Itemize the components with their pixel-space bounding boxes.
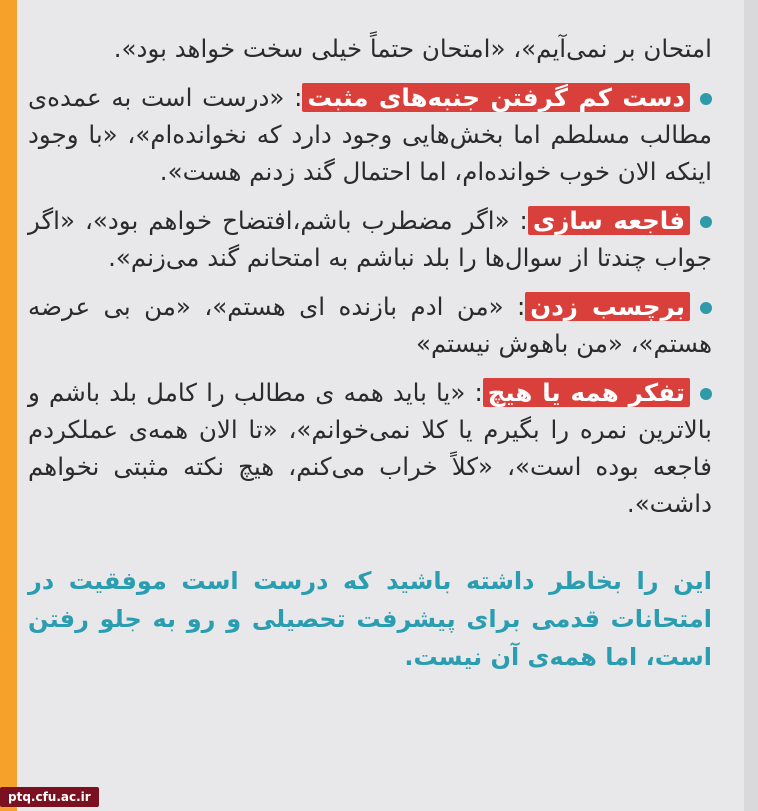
bullet-icon	[700, 216, 712, 228]
site-watermark: ptq.cfu.ac.ir	[0, 787, 99, 807]
intro-paragraph: امتحان بر نمی‌آیم»، «امتحان حتماً خیلی سخت خواهد بود».	[113, 34, 712, 63]
list-item	[28, 79, 712, 190]
highlight-label: برچسب زدن	[525, 292, 690, 321]
highlight-label: تفکر همه یا هیچ	[483, 378, 690, 407]
closing-paragraph: این را بخاطر داشته باشید که درست است موفقیت در امتحانات قدمی برای پیشرفت تحصیلی و رو به جلو رفتن است، اما همه‌ی آن نیست.	[28, 567, 712, 671]
bullet-icon	[700, 93, 712, 105]
slide-content	[28, 30, 712, 688]
item-text: : «اگر مضطرب باشم،افتضاح خواهم بود»، «اگر جواب چندتا از سوال‌ها را بلد نباشم به امتحانم گند می‌زنم».	[28, 206, 712, 272]
left-accent-bar	[0, 0, 17, 811]
highlight-label: فاجعه سازی	[528, 206, 690, 235]
item-text: : «درست است به عمده‌ی مطالب مسلطم اما بخش‌هایی وجود دارد که نخوانده‌ام»، «با وجود اینکه الان خوب خوانده‌ام، اما احتمال گند زدنم هست».	[28, 83, 712, 186]
right-edge-shade	[744, 0, 758, 811]
list-item	[28, 202, 712, 276]
list-item	[28, 288, 712, 362]
list-item	[28, 374, 712, 522]
item-text: : «یا باید همه ی مطالب را کامل بلد باشم و بالاترین نمره را بگیرم یا کلا نمی‌خوانم»، «تا الان همه‌ی عملکردم فاجعه بوده است»، «کلاً خراب می‌کنم، هیچ نکته مثبتی نخواهم داشت».	[28, 378, 712, 518]
bullet-icon	[700, 302, 712, 314]
bullet-icon	[700, 388, 712, 400]
item-text: : «من ادم بازنده ای هستم»، «من بی عرضه هستم»، «من باهوش نیستم»	[28, 292, 712, 358]
highlight-label: دست کم گرفتن جنبه‌های مثبت	[302, 83, 690, 112]
